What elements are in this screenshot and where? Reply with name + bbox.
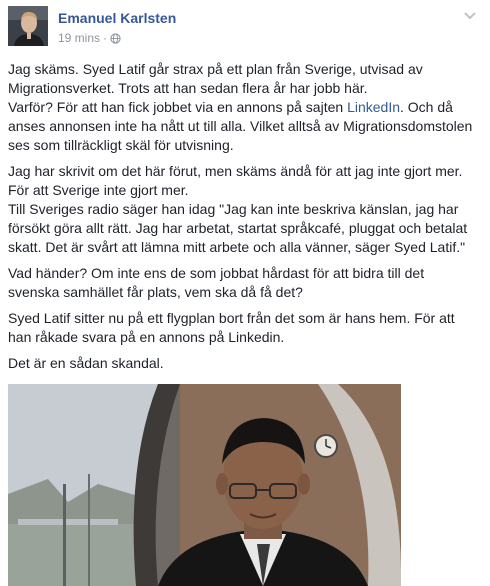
text-line: svenska samhället får plats, vem ska då få det? (8, 284, 303, 300)
paragraph-4 (8, 309, 484, 347)
paragraph-3 (8, 264, 484, 302)
text-line: För att Sverige inte gjort mer. (8, 182, 189, 198)
profile-photo (8, 6, 48, 46)
text-line: Vad händer? Om inte ens de som jobbat hårdast för att bidra till det (8, 265, 425, 281)
post-meta (58, 31, 121, 45)
meta-separator: · (103, 31, 108, 45)
paragraph-5 (8, 354, 484, 373)
text-line: Jag har skrivit om det här förut, men skäms ändå för att jag inte gjort mer. (8, 163, 463, 179)
photo-man-on-train (8, 384, 401, 586)
text-segment: Varför? För att han fick jobbet via en annons på sajten (8, 99, 348, 115)
text-line: Till Sveriges radio säger han idag "Jag kan inte beskriva känslan, jag har (8, 201, 459, 217)
text-line: skatt. Det är svårt att lämna mitt arbete och alla vänner, säger Syed Latif." (8, 239, 466, 255)
globe-icon[interactable] (110, 33, 121, 44)
post-text (8, 60, 484, 380)
text-segment: . Och då (400, 99, 453, 115)
author-avatar[interactable] (8, 6, 48, 46)
text-line: Migrationsverket. Trots att han sedan flera år har jobb här. (8, 80, 368, 96)
linkedin-link[interactable]: LinkedIn (347, 99, 400, 115)
text-line: Det är en sådan skandal. (8, 355, 164, 371)
text-line: Syed Latif sitter nu på ett flygplan bort från det som är hans hem. För att (8, 310, 455, 326)
paragraph-1 (8, 60, 484, 155)
text-line: försökt göra allt rätt. Jag har arbetat, startat språkcafé, pluggat och betalat (8, 220, 468, 236)
chevron-down-icon[interactable] (462, 10, 478, 22)
paragraph-2 (8, 162, 484, 257)
text-line: Jag skäms. Syed Latif går strax på ett plan från Sverige, utvisad av (8, 61, 423, 77)
post-photo[interactable] (8, 384, 401, 586)
text-line (8, 98, 484, 117)
post-timestamp[interactable]: 19 mins (58, 31, 101, 45)
text-line: ses som tillräckligt skäl för utvisning. (8, 137, 234, 153)
text-line: han råkade svara på en annons på Linkedin. (8, 329, 285, 345)
text-line: anses annonsen inte ha nått ut till alla. Vilket alltså av Migrationsdomstolen (8, 118, 473, 134)
author-name[interactable]: Emanuel Karlsten (58, 10, 177, 26)
